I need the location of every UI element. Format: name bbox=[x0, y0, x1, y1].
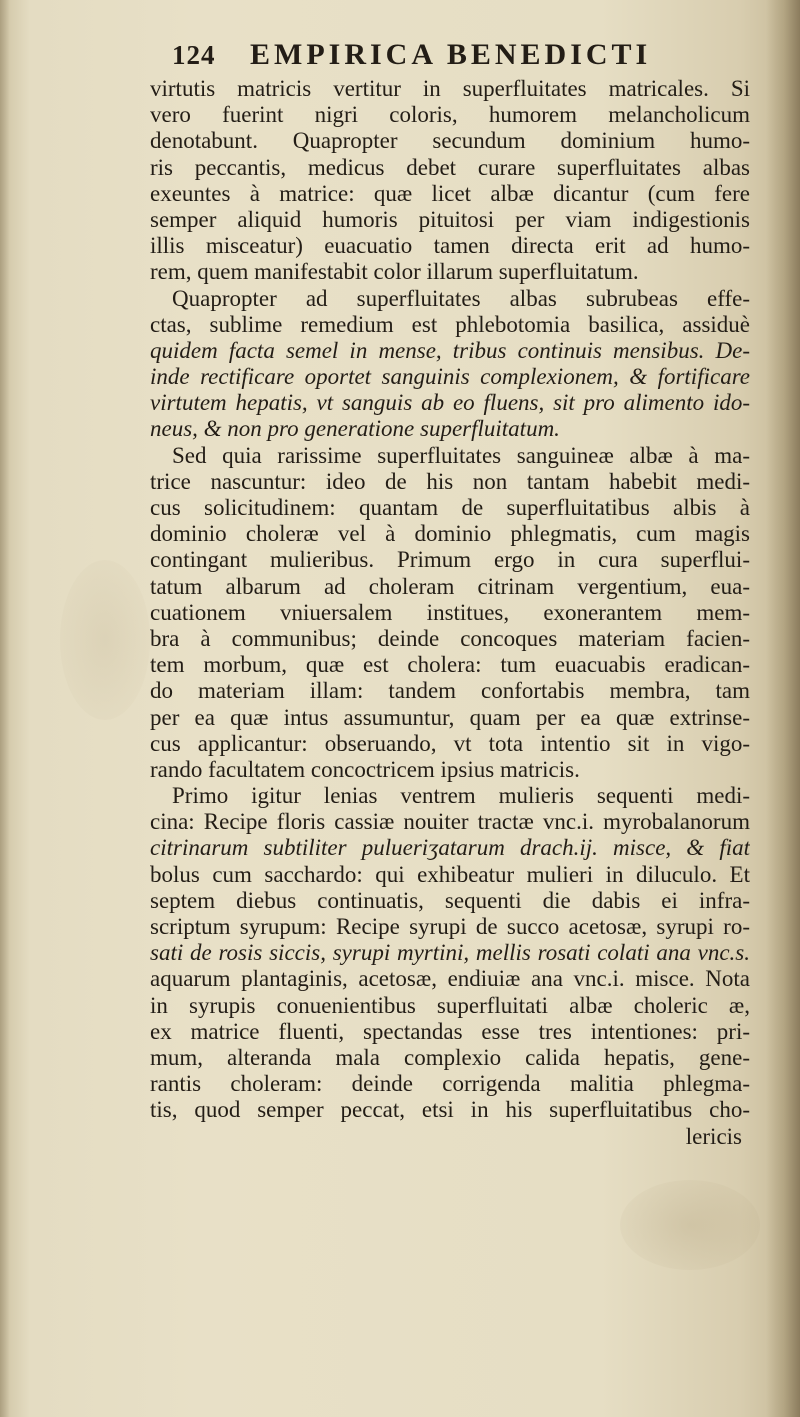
page-edge-shadow bbox=[766, 0, 800, 1417]
text-line: virtutis matricis vertitur in superfluitates matricales. Si bbox=[150, 76, 750, 101]
text-line: virtutem hepatis, vt sanguis ab eo fluens, sit pro alimento ido- bbox=[150, 390, 750, 416]
page-number: 124 bbox=[172, 40, 216, 70]
text-line: rem, quem manifestabit color illarum superfluitatum. bbox=[150, 259, 639, 285]
text-line: exeuntes à matrice: quæ licet albæ dicantur (cum fere bbox=[150, 180, 750, 206]
text-line: sati de rosis siccis, syrupi myrtini, mellis rosati colati ana vnc.s. bbox=[150, 940, 750, 966]
catchword: lericis bbox=[685, 1123, 742, 1149]
text-line: mum, alteranda mala complexio calida hepatis, gene- bbox=[150, 1044, 750, 1070]
text-line: trice nascuntur: ideo de his non tantam habebit medi- bbox=[150, 468, 750, 494]
text-line: ex matrice fluenti, spectandas esse tres intentiones: pri- bbox=[150, 1018, 750, 1044]
text-line: Quapropter ad superfluitates albas subrubeas effe- bbox=[172, 285, 750, 311]
text-line: septem diebus continuatis, sequenti die dabis ei infra- bbox=[150, 887, 750, 913]
text-line: tis, quod semper peccat, etsi in his superfluitatibus cho- bbox=[150, 1097, 750, 1123]
body-text bbox=[150, 76, 750, 1150]
page-header bbox=[172, 34, 732, 74]
text-line: ctas, sublime remedium est phlebotomia basilica, assiduè bbox=[150, 311, 750, 337]
text-line: scriptum syrupum: Recipe syrupi de succo acetosæ, syrupi ro- bbox=[150, 914, 750, 939]
text-line: rando facultatem concoctricem ipsius matricis. bbox=[150, 756, 580, 782]
text-line: contingant mulieribus. Primum ergo in cura superflui- bbox=[150, 547, 750, 573]
text-line: inde rectificare oportet sanguinis complexionem, & fortificare bbox=[150, 364, 750, 390]
text-line: tem morbum, quæ est cholera: tum euacuabis eradican- bbox=[150, 652, 750, 678]
page-stain bbox=[60, 560, 150, 720]
text-line: dominio choleræ vel à dominio phlegmatis, cum magis bbox=[150, 521, 750, 547]
text-line: neus, & non pro generatione superfluitatum. bbox=[150, 416, 560, 442]
text-line: do materiam illam: tandem confortabis membra, tam bbox=[150, 678, 750, 704]
text-line: quidem facta semel in mense, tribus continuis mensibus. De- bbox=[150, 337, 750, 363]
running-head: EMPIRICA BENEDICTI bbox=[250, 38, 652, 71]
text-line: rantis choleram: deinde corrigenda malitia phlegma- bbox=[150, 1071, 750, 1097]
text-line: cina: Recipe floris cassiæ nouiter tractæ vnc.i. myrobalanorum bbox=[150, 809, 750, 835]
text-line: denotabunt. Quapropter secundum dominium humo- bbox=[150, 128, 750, 154]
text-line: in syrupis conuenientibus superfluitati albæ choleric æ, bbox=[150, 992, 750, 1018]
text-line: per ea quæ intus assumuntur, quam per ea quæ extrinse- bbox=[150, 704, 750, 730]
text-line: bolus cum sacchardo: qui exhibeatur mulieri in diluculo. Et bbox=[150, 861, 750, 887]
text-line: citrinarum subtiliter pulueriʒatarum drach.ij. misce, & fiat bbox=[150, 835, 750, 861]
text-line: cus solicitudinem: quantam de superfluitatibus albis à bbox=[150, 495, 750, 520]
text-line: semper aliquid humoris pituitosi per viam indigestionis bbox=[150, 206, 750, 232]
text-line: illis misceatur) euacuatio tamen directa erit ad humo- bbox=[150, 233, 750, 259]
text-line: bra à communibus; deinde concoques materiam facien- bbox=[150, 625, 750, 651]
page-gutter-shadow bbox=[0, 0, 10, 1417]
text-line: cus applicantur: obseruando, vt tota intentio sit in vigo- bbox=[150, 730, 750, 756]
text-line: aquarum plantaginis, acetosæ, endiuiæ ana vnc.i. misce. Nota bbox=[150, 966, 750, 992]
text-line: Sed quia rarissime superfluitates sanguineæ albæ à ma- bbox=[172, 442, 750, 468]
page-stain bbox=[620, 1180, 760, 1270]
text-line: cuationem vniuersalem institues, exonerantem mem- bbox=[150, 599, 750, 625]
text-line: tatum albarum ad choleram citrinam vergentium, eua- bbox=[150, 573, 750, 599]
text-line: Primo igitur lenias ventrem mulieris sequenti medi- bbox=[172, 783, 750, 809]
text-line: ris peccantis, medicus debet curare superfluitates albas bbox=[150, 154, 750, 180]
text-line: vero fuerint nigri coloris, humorem melancholicum bbox=[150, 102, 750, 128]
